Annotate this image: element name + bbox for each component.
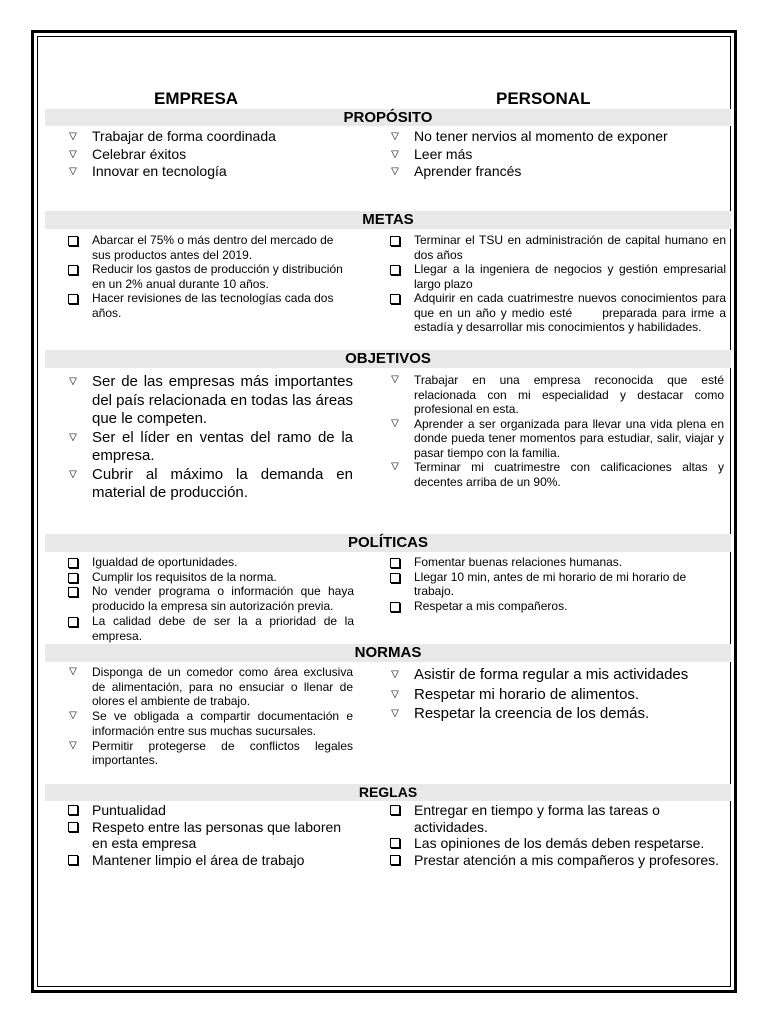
list-item: Respetar a mis compañeros. bbox=[386, 599, 726, 614]
list-item: Abarcar el 75% o más dentro del mercado de sus productos antes del 2019. bbox=[64, 233, 354, 262]
triangle-bullet-icon: ▽ bbox=[69, 148, 77, 160]
triangle-bullet-icon: ▽ bbox=[391, 131, 399, 142]
triangle-bullet-icon: ▽ bbox=[391, 461, 399, 472]
list-item: Puntualidad bbox=[64, 802, 354, 819]
triangle-bullet-icon: ▽ bbox=[69, 468, 77, 480]
list-item: ▽ Aprender a ser organizada para llevar una vida plena en donde pueda tener momentos para estudiar, salir, viajar y pasar tiempo con la familia. bbox=[386, 417, 724, 461]
triangle-bullet-icon: ▽ bbox=[391, 374, 399, 385]
list-item: ▽ Respetar mi horario de alimentos. bbox=[386, 685, 726, 705]
triangle-bullet-icon: ▽ bbox=[391, 166, 399, 177]
triangle-bullet-icon: ▽ bbox=[69, 431, 77, 443]
triangle-bullet-icon: ▽ bbox=[69, 131, 77, 142]
section-title-objetivos: OBJETIVOS bbox=[45, 350, 731, 368]
list-item: Llegar a la ingeniera de negocios y gestión empresarial largo plazo bbox=[386, 262, 726, 291]
section-title-reglas: REGLAS bbox=[45, 784, 731, 801]
list-item: Prestar atención a mis compañeros y profesores. bbox=[386, 852, 726, 869]
checkbox-bullet-icon bbox=[390, 602, 400, 612]
triangle-bullet-icon: ▽ bbox=[391, 708, 399, 719]
proposito-personal-list bbox=[386, 128, 726, 181]
column-header-empresa: EMPRESA bbox=[154, 89, 239, 108]
list-item: ▽ Aprender francés bbox=[386, 163, 726, 181]
checkbox-bullet-icon bbox=[390, 838, 400, 848]
list-item: Terminar el TSU en administración de capital humano en dos años bbox=[386, 233, 726, 262]
checkbox-bullet-icon bbox=[390, 855, 400, 865]
checkbox-bullet-icon bbox=[68, 294, 78, 304]
normas-personal-list bbox=[386, 665, 726, 724]
checkbox-bullet-icon bbox=[68, 855, 78, 865]
list-item: Entregar en tiempo y forma las tareas o actividades. bbox=[386, 802, 726, 835]
metas-personal-list bbox=[386, 233, 730, 335]
list-item: ▽ Leer más bbox=[386, 146, 726, 164]
checkbox-bullet-icon bbox=[390, 236, 400, 246]
list-item: ▽ Ser el líder en ventas del ramo de la empresa. bbox=[64, 429, 353, 466]
section-title-normas: NORMAS bbox=[45, 644, 731, 662]
triangle-bullet-icon: ▽ bbox=[391, 688, 399, 700]
checkbox-bullet-icon bbox=[68, 822, 78, 832]
list-item: Cumplir los requisitos de la norma. bbox=[64, 570, 354, 585]
list-item: ▽ Asistir de forma regular a mis actividades bbox=[386, 665, 726, 685]
reglas-empresa-list bbox=[64, 802, 354, 868]
section-title-metas: METAS bbox=[45, 211, 731, 229]
list-item: ▽ No tener nervios al momento de exponer bbox=[386, 128, 726, 146]
politicas-empresa-list bbox=[64, 555, 354, 643]
triangle-bullet-icon: ▽ bbox=[391, 417, 399, 429]
reglas-personal-list bbox=[386, 802, 726, 868]
section-title-politicas: POLÍTICAS bbox=[45, 534, 731, 552]
list-item: Adquirir en cada cuatrimestre nuevos conocimientos para que en un año y medio esté preparada para irme a estadía y desarrollar mis conocimientos y habilidades. bbox=[386, 291, 726, 335]
metas-empresa-list bbox=[64, 233, 354, 320]
list-item: ▽ Respetar la creencia de los demás. bbox=[386, 704, 726, 724]
triangle-bullet-icon: ▽ bbox=[69, 710, 77, 722]
list-item: Respeto entre las personas que laboren en esta empresa bbox=[64, 819, 354, 852]
list-item: No vender programa o información que haya producido la empresa sin autorización previa. bbox=[64, 584, 354, 613]
normas-empresa-list bbox=[64, 665, 353, 768]
objetivos-empresa-list bbox=[64, 373, 353, 503]
list-item: ▽ Trabajar de forma coordinada bbox=[64, 128, 354, 146]
list-item: ▽ Cubrir al máximo la demanda en material de producción. bbox=[64, 466, 353, 503]
checkbox-bullet-icon bbox=[68, 805, 78, 815]
checkbox-bullet-icon bbox=[390, 558, 400, 568]
section-title-proposito: PROPÓSITO bbox=[45, 109, 731, 126]
checkbox-bullet-icon bbox=[390, 573, 400, 583]
checkbox-bullet-icon bbox=[68, 573, 78, 583]
checkbox-bullet-icon bbox=[68, 236, 78, 246]
list-item: ▽ Se ve obligada a compartir documentación e información entre sus muchas sucursales. bbox=[64, 709, 353, 738]
list-item: ▽ Disponga de un comedor como área exclusiva de alimentación, para no ensuciar o llenar de olores el ambiente de trabajo. bbox=[64, 665, 353, 709]
list-item: Mantener limpio el área de trabajo bbox=[64, 852, 354, 869]
list-item: ▽ Ser de las empresas más importantes del país relacionada en todas las áreas que le competen. bbox=[64, 373, 353, 429]
triangle-bullet-icon: ▽ bbox=[391, 669, 399, 680]
list-item: ▽ Terminar mi cuatrimestre con calificaciones altas y decentes arriba de un 90%. bbox=[386, 460, 724, 489]
checkbox-bullet-icon bbox=[68, 265, 78, 275]
triangle-bullet-icon: ▽ bbox=[69, 739, 77, 751]
triangle-bullet-icon: ▽ bbox=[69, 666, 77, 677]
checkbox-bullet-icon bbox=[68, 617, 78, 627]
politicas-personal-list bbox=[386, 555, 726, 614]
triangle-bullet-icon: ▽ bbox=[69, 166, 77, 177]
list-item: ▽ Permitir protegerse de conflictos legales importantes. bbox=[64, 739, 353, 768]
list-item: ▽ Trabajar en una empresa reconocida que esté relacionada con mi especialidad y destacar como profesional en esta. bbox=[386, 373, 724, 417]
checkbox-bullet-icon bbox=[68, 587, 78, 597]
list-item: Reducir los gastos de producción y distribución en un 2% anual durante 10 años. bbox=[64, 262, 354, 291]
checkbox-bullet-icon bbox=[390, 265, 400, 275]
checkbox-bullet-icon bbox=[68, 558, 78, 568]
objetivos-personal-list bbox=[386, 373, 724, 489]
list-item: ▽ Celebrar éxitos bbox=[64, 146, 354, 164]
checkbox-bullet-icon bbox=[390, 805, 400, 815]
list-item: Igualdad de oportunidades. bbox=[64, 555, 354, 570]
checkbox-bullet-icon bbox=[390, 294, 400, 304]
column-header-personal: PERSONAL bbox=[496, 89, 591, 108]
list-item: Llegar 10 min, antes de mi horario de mi horario de trabajo. bbox=[386, 570, 726, 599]
list-item: Hacer revisiones de las tecnologías cada dos años. bbox=[64, 291, 354, 320]
list-item: Fomentar buenas relaciones humanas. bbox=[386, 555, 726, 570]
proposito-empresa-list bbox=[64, 128, 354, 181]
list-item: La calidad debe de ser la a prioridad de la empresa. bbox=[64, 614, 354, 643]
list-item: ▽ Innovar en tecnología bbox=[64, 163, 354, 181]
triangle-bullet-icon: ▽ bbox=[69, 376, 77, 387]
triangle-bullet-icon: ▽ bbox=[391, 148, 399, 160]
list-item: Las opiniones de los demás deben respetarse. bbox=[386, 835, 726, 852]
